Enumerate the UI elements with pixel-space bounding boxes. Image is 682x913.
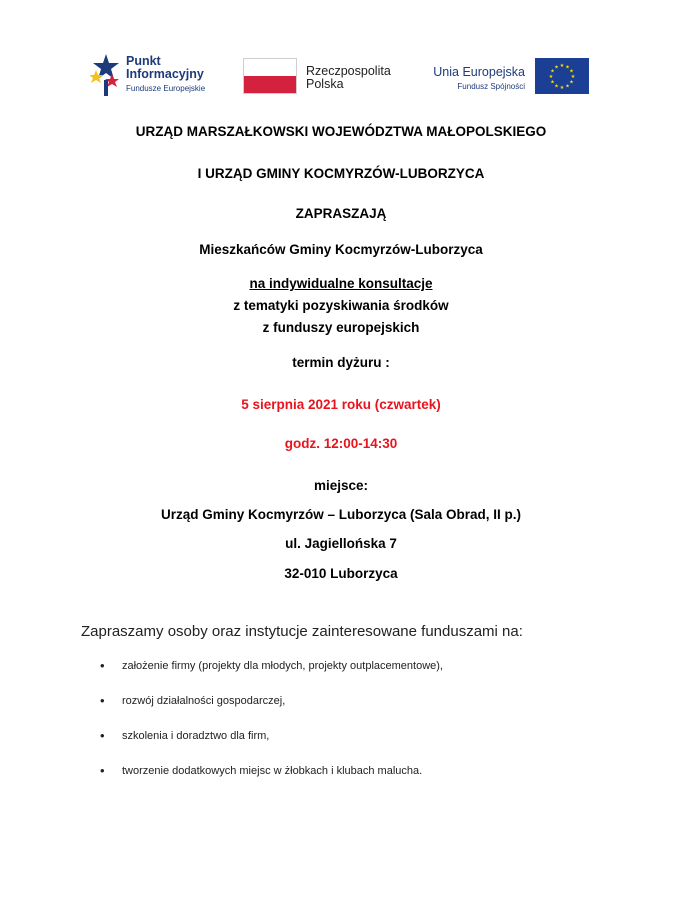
topic-line1-wrap — [0, 276, 682, 292]
logo-bar — [0, 50, 682, 100]
eu-flag-icon — [535, 58, 589, 94]
polish-flag-icon — [243, 58, 297, 94]
eu-star: ★ — [559, 63, 565, 69]
eu-star: ★ — [554, 64, 559, 71]
eu-star: ★ — [569, 68, 574, 75]
eu-star: ★ — [554, 83, 559, 90]
intro-text: Zapraszamy osoby oraz instytucje zainteresowane funduszami na: — [81, 623, 523, 640]
topic-underlined: na indywidualne konsultacje — [249, 276, 433, 291]
location-line1: Urząd Gminy Kocmyrzów – Luborzyca (Sala Obrad, II p.) — [160, 507, 522, 522]
eu-star: ★ — [559, 85, 565, 91]
rp-line1: Rzeczpospolita — [306, 64, 391, 78]
eu-star: ★ — [569, 79, 574, 86]
location-line2: ul. Jagiellońska 7 — [285, 536, 397, 551]
bullet-list — [100, 659, 600, 799]
schedule-date: 5 sierpnia 2021 roku (czwartek) — [241, 397, 441, 412]
eu-star: ★ — [550, 68, 555, 75]
schedule-label: termin dyżuru : — [292, 355, 390, 370]
topic-line3: z funduszy europejskich — [262, 320, 420, 335]
ue-title: Unia Europejska — [433, 65, 525, 79]
header-line1: URZĄD MARSZAŁKOWSKI WOJEWÓDZTWA MAŁOPOLSKIEGO — [135, 124, 547, 139]
list-item: • szkolenia i doradztwo dla firm, — [100, 729, 600, 764]
location-label: miejsce: — [313, 478, 369, 493]
punkt-subtitle: Fundusze Europejskie — [126, 84, 206, 93]
list-item: • założenie firmy (projekty dla młodych, projekty outplacementowe), — [100, 659, 600, 694]
unia-europejska-logo — [430, 58, 595, 98]
eu-star: ★ — [570, 74, 576, 80]
eu-star: ★ — [548, 74, 554, 80]
stars-logo-icon — [90, 52, 122, 96]
header-line2: I URZĄD GMINY KOCMYRZÓW-LUBORZYCA — [197, 166, 485, 181]
eu-star: ★ — [565, 64, 570, 71]
list-item: • rozwój działalności gospodarczej, — [100, 694, 600, 729]
schedule-time: godz. 12:00-14:30 — [284, 436, 398, 451]
location-line3: 32-010 Luborzyca — [284, 566, 398, 581]
list-item: • tworzenie dodatkowych miejsc w żłobkach i klubach malucha. — [100, 764, 600, 799]
rp-line2: Polska — [306, 77, 344, 91]
punkt-title-line1: Punkt — [126, 54, 161, 68]
eu-star: ★ — [565, 83, 570, 90]
invite-audience: Mieszkańców Gminy Kocmyrzów-Luborzyca — [199, 242, 483, 257]
invite-verb: ZAPRASZAJĄ — [295, 206, 387, 221]
topic-line2: z tematyki pozyskiwania środków — [233, 298, 449, 313]
rzeczpospolita-logo — [243, 58, 413, 98]
ue-subtitle: Fundusz Spójności — [457, 82, 525, 91]
punkt-informacyjny-logo — [90, 50, 220, 98]
eu-star: ★ — [550, 79, 555, 86]
punkt-title-line2: Informacyjny — [126, 67, 204, 81]
